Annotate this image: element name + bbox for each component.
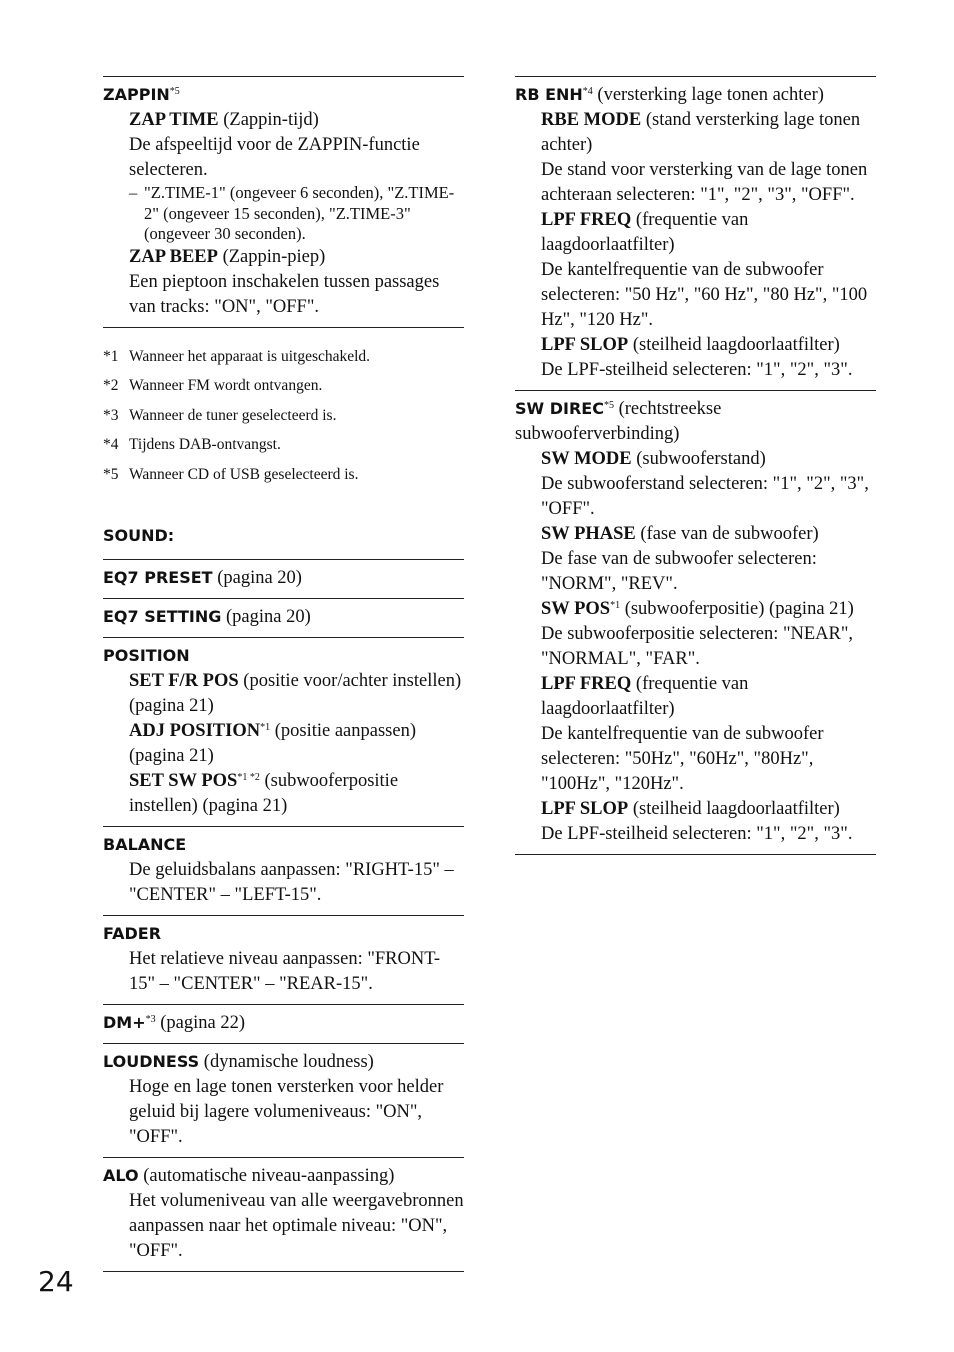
lpf-slop-desc: (steilheid laagdoorlaatfilter) bbox=[628, 335, 840, 355]
sw-direc-footnote-ref: *5 bbox=[603, 400, 614, 411]
adj-position-footnote-ref: *1 bbox=[260, 722, 271, 733]
adj-position-label: ADJ POSITION bbox=[129, 721, 261, 741]
sw-direc-desc: (rechtstreekse subwooferverbinding) bbox=[515, 399, 722, 444]
loudness-section bbox=[103, 1043, 464, 1157]
lpf-slop-label: LPF SLOP bbox=[541, 799, 629, 819]
loudness-title: LOUDNESS bbox=[103, 1052, 200, 1071]
alo-text: Het volumeniveau van alle weergavebronnen aanpassen naar het optimale niveau: "ON", "OFF". bbox=[129, 1191, 464, 1261]
zap-time-text: De afspeeltijd voor de ZAPPIN-functie selecteren. bbox=[129, 135, 420, 180]
rb-enh-section bbox=[515, 76, 876, 390]
dash-bullet: – bbox=[129, 183, 138, 202]
sw-direc-title: SW DIREC bbox=[515, 399, 604, 418]
sw-phase-text: De fase van de subwoofer selecteren: "NORM", "REV". bbox=[541, 549, 817, 594]
zap-time-options-text: "Z.TIME-1" (ongeveer 6 seconden), "Z.TIME-2" (ongeveer 15 seconden), "Z.TIME-3" (ongeveer 30 seconden). bbox=[144, 183, 455, 243]
footnotes bbox=[103, 328, 464, 490]
fader-title: FADER bbox=[103, 924, 162, 943]
adj-position-text: (positie aanpassen) (pagina 21) bbox=[129, 721, 416, 766]
dm-plus-footnote-ref: *3 bbox=[145, 1014, 156, 1025]
zap-beep-text: Een pieptoon inschakelen tussen passages van tracks: "ON", "OFF". bbox=[129, 271, 440, 317]
footnote bbox=[103, 371, 464, 401]
sw-mode-desc: (subwooferstand) bbox=[631, 449, 766, 469]
sw-pos-label: SW POS bbox=[541, 599, 611, 619]
rbe-mode-text: De stand voor versterking van de lage tonen achteraan selecteren: "1", "2", "3", "OFF". bbox=[541, 160, 868, 205]
loudness-desc: (dynamische loudness) bbox=[199, 1052, 374, 1072]
dm-plus-title: DM+ bbox=[103, 1013, 146, 1032]
footnote bbox=[103, 460, 464, 490]
lpf-freq-label: LPF FREQ bbox=[541, 210, 632, 230]
footnote-text: Wanneer de tuner geselecteerd is. bbox=[129, 406, 337, 424]
rb-enh-footnote-ref: *4 bbox=[582, 86, 593, 97]
dm-plus-section bbox=[103, 1004, 464, 1043]
sw-pos-desc: (subwooferpositie) (pagina 21) bbox=[620, 599, 854, 619]
lpf-slop-text: De LPF-steilheid selecteren: "1", "2", "3". bbox=[541, 360, 853, 380]
zappin-section bbox=[103, 76, 464, 328]
set-fr-pos-text: (positie voor/achter instellen) (pagina 21) bbox=[129, 671, 462, 716]
footnote-mark: *3 bbox=[103, 406, 119, 424]
lpf-freq-label: LPF FREQ bbox=[541, 674, 632, 694]
footnote-mark: *4 bbox=[103, 436, 119, 453]
footnote bbox=[103, 430, 464, 460]
dm-plus-ref: (pagina 22) bbox=[155, 1013, 245, 1033]
lpf-freq-desc: (frequentie van laagdoorlaatfilter) bbox=[541, 210, 749, 255]
alo-title: ALO bbox=[103, 1166, 139, 1185]
rbe-mode-desc: (stand versterking lage tonen achter) bbox=[541, 110, 861, 155]
sw-pos-text: De subwooferpositie selecteren: "NEAR", "NORMAL", "FAR". bbox=[541, 624, 854, 669]
zap-time-label: ZAP TIME bbox=[129, 110, 219, 130]
zap-time-desc: (Zappin-tijd) bbox=[218, 110, 319, 130]
footnote-text: Wanneer FM wordt ontvangen. bbox=[129, 377, 323, 394]
rb-enh-desc: (versterking lage tonen achter) bbox=[592, 85, 824, 105]
set-sw-pos-footnote-ref: *1 *2 bbox=[237, 772, 260, 783]
zappin-footnote-ref: *5 bbox=[169, 86, 180, 97]
sw-direc-section bbox=[515, 390, 876, 855]
set-sw-pos-label: SET SW POS bbox=[129, 771, 238, 791]
lpf-freq-text: De kantelfrequentie van de subwoofer selecteren: "50Hz", "60Hz", "80Hz", "100Hz", "120Hz". bbox=[541, 724, 824, 794]
page-number: 24 bbox=[38, 1265, 74, 1298]
lpf-slop-text: De LPF-steilheid selecteren: "1", "2", "3". bbox=[541, 824, 853, 844]
balance-title: BALANCE bbox=[103, 835, 187, 854]
footnote-mark: *2 bbox=[103, 377, 119, 394]
footnote-text: Tijdens DAB-ontvangst. bbox=[129, 436, 281, 453]
set-fr-pos-label: SET F/R POS bbox=[129, 671, 239, 691]
footnote-text: Wanneer CD of USB geselecteerd is. bbox=[129, 465, 359, 483]
set-sw-pos-text: (subwooferpositie instellen) (pagina 21) bbox=[129, 771, 399, 816]
position-title: POSITION bbox=[103, 646, 190, 665]
footnote-text: Wanneer het apparaat is uitgeschakeld. bbox=[129, 347, 371, 365]
rb-enh-title: RB ENH bbox=[515, 85, 583, 104]
alo-section bbox=[103, 1157, 464, 1272]
lpf-slop-label: LPF SLOP bbox=[541, 335, 629, 355]
footnote bbox=[103, 401, 464, 431]
eq7-preset-section bbox=[103, 559, 464, 598]
zappin-title: ZAPPIN bbox=[103, 85, 170, 104]
sw-phase-label: SW PHASE bbox=[541, 524, 636, 544]
lpf-slop-desc: (steilheid laagdoorlaatfilter) bbox=[628, 799, 840, 819]
eq7-preset-ref: (pagina 20) bbox=[212, 568, 302, 588]
balance-section bbox=[103, 826, 464, 915]
lpf-freq-text: De kantelfrequentie van de subwoofer selecteren: "50 Hz", "60 Hz", "80 Hz", "100 Hz", "120 Hz". bbox=[541, 260, 868, 330]
fader-section bbox=[103, 915, 464, 1004]
right-column bbox=[515, 76, 876, 855]
balance-text: De geluidsbalans aanpassen: "RIGHT-15" – "CENTER" – "LEFT-15". bbox=[129, 860, 454, 905]
sw-pos-footnote-ref: *1 bbox=[610, 600, 621, 611]
fader-text: Het relatieve niveau aanpassen: "FRONT-15" – "CENTER" – "REAR-15". bbox=[129, 949, 440, 994]
footnote-mark: *5 bbox=[103, 465, 119, 483]
position-section bbox=[103, 637, 464, 826]
footnote-mark: *1 bbox=[103, 347, 119, 365]
zap-beep-label: ZAP BEEP bbox=[129, 246, 218, 267]
sw-mode-label: SW MODE bbox=[541, 449, 632, 469]
lpf-freq-desc: (frequentie van laagdoorlaatfilter) bbox=[541, 674, 749, 719]
loudness-text: Hoge en lage tonen versterken voor helder geluid bij lagere volumeniveaus: "ON", "OFF". bbox=[129, 1077, 444, 1147]
eq7-preset-title: EQ7 PRESET bbox=[103, 568, 213, 587]
sound-heading: SOUND: bbox=[103, 526, 175, 545]
sw-phase-desc: (fase van de subwoofer) bbox=[635, 524, 819, 544]
zap-beep-desc: (Zappin-piep) bbox=[217, 246, 326, 267]
eq7-setting-ref: (pagina 20) bbox=[221, 607, 311, 627]
eq7-setting-title: EQ7 SETTING bbox=[103, 607, 222, 626]
zap-time-options bbox=[129, 183, 464, 245]
left-column bbox=[103, 76, 464, 1272]
alo-desc: (automatische niveau-aanpassing) bbox=[138, 1166, 395, 1186]
rbe-mode-label: RBE MODE bbox=[541, 110, 642, 130]
eq7-setting-section bbox=[103, 598, 464, 637]
footnote bbox=[103, 342, 464, 372]
sw-mode-text: De subwooferstand selecteren: "1", "2", "3", "OFF". bbox=[541, 474, 869, 519]
